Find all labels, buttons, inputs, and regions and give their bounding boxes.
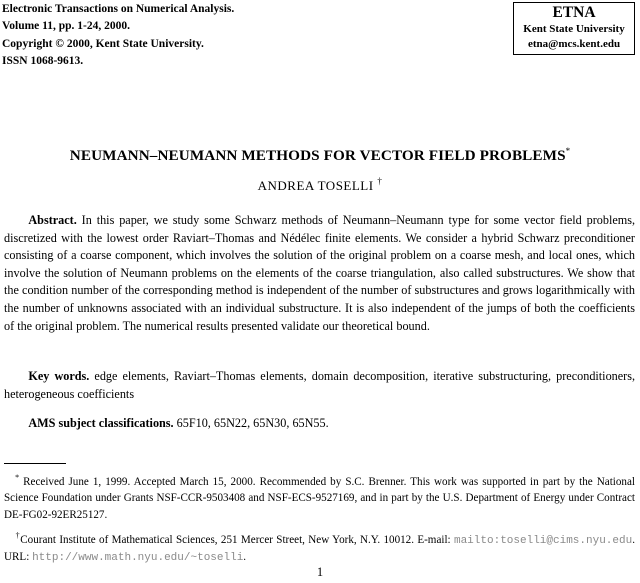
footnote-affiliation [4,528,635,567]
received-text: Received June 1, 1999. Accepted March 15, 2000. Recommended by S.C. Brenner. This work was supported in part by the National Science Foundation under Grants NSF-CCR-9503408 and NSF-ECS-9527169, and in part by the U.S. Department of Energy under Contract DE-FG02-92ER25127. [4,476,635,521]
keywords [4,368,635,403]
etna-email: etna@mcs.kent.edu [527,38,621,50]
journal-header [2,1,234,70]
page-number: 1 [316,565,324,579]
author-name: ANDREA TOSELLI [257,178,374,193]
ams-classifications [4,415,635,433]
journal-volume: Volume 11, pp. 1-24, 2000. [2,20,131,33]
ams-text: 65F10, 65N22, 65N30, 65N55. [176,416,329,430]
keywords-label: Key words. [28,369,90,383]
abstract [4,212,635,335]
abstract-text: In this paper, we study some Schwarz methods of Neumann–Neumann type for some vector field problems, discretized with the lowest order Raviart–Thomas and Nédélec finite elements. We consider a hybrid Schwarz preconditioner consisting of a coarse component, which involves the solution of the original problem on a coarse mesh, and local ones, which involve the solution of Neumann problems on the elements of the coarse triangulation, also called substructures. We show that the condition number of the corresponding method is independent of the number of substructures and grows logarithmically with the number of unknowns associated with an individual substructure. It is also independent of the jumps of both the coefficients of the original problem. The numerical results presented validate our theoretical bound. [4,213,636,333]
email-link[interactable]: mailto:toselli@cims.nyu.edu [453,535,633,547]
footnote-received [4,470,635,523]
affiliation-mark: † [15,531,21,540]
title-footnote-mark: * [565,146,571,156]
url-label: . URL: [4,534,635,564]
affiliation-text: Courant Institute of Mathematical Sciences, 251 Mercer Street, New York, N.Y. 10012. E-mail: [20,534,451,546]
homepage-link[interactable]: http://www.math.nyu.edu/~toselli [32,552,244,565]
author-footnote-mark: † [377,176,383,186]
journal-copyright: Copyright © 2000, Kent State University. [2,37,204,50]
paper-title-text: NEUMANN–NEUMANN METHODS FOR VECTOR FIELD PROBLEMS [69,147,566,164]
journal-name: Electronic Transactions on Numerical Analysis. [2,3,235,15]
footnote-rule [4,463,66,464]
keywords-text: edge elements, Raviart–Thomas elements, domain decomposition, iterative substructuring, preconditioners, heterogeneous coefficients [4,369,636,401]
abstract-label: Abstract. [28,213,77,227]
etna-box [513,2,635,55]
paper-author [0,176,640,194]
received-mark: * [15,473,20,482]
footnote-end: . [243,551,247,564]
journal-issn: ISSN 1068-9613. [2,54,84,67]
etna-institution: Kent State University [523,23,625,35]
ams-label: AMS subject classifications. [28,416,174,430]
paper-title [0,146,640,165]
etna-title: ETNA [552,4,596,21]
